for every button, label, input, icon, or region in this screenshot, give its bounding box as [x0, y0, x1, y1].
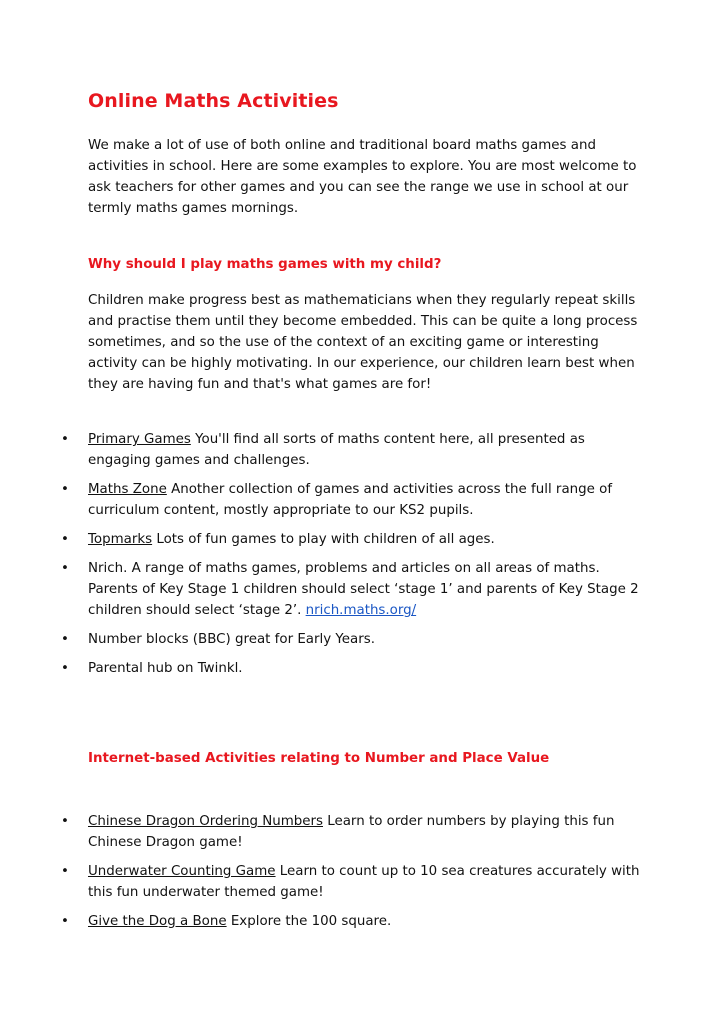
page-title: Online Maths Activities [88, 90, 339, 112]
list-item-text: Parental hub on Twinkl. [88, 661, 243, 676]
list-item-text: You'll find all sorts of maths content here, all presented as engaging games and challenges. [88, 432, 585, 468]
list-item [60, 529, 650, 550]
intro-paragraph: We make a lot of use of both online and traditional board maths games and activities in school. Here are some examples to explore. You are most welcome to ask teachers for other games and you can see the range we use in school at our termly maths games mornings. [88, 138, 637, 216]
bullet-icon: • [61, 561, 69, 576]
list-item-text: Explore the 100 square. [226, 914, 392, 929]
list-item-text: Learn to count up to 10 sea creatures accurately with this fun underwater themed game! [88, 864, 640, 900]
give-the-dog-a-bone-link[interactable]: Give the Dog a Bone [88, 914, 227, 929]
list-item [60, 911, 650, 932]
list-item [60, 861, 650, 903]
bullet-icon: • [61, 632, 69, 647]
list-item-text: Lots of fun games to play with children of all ages. [152, 532, 495, 547]
internet-activities-heading: Internet-based Activities relating to Number and Place Value [88, 751, 550, 766]
list-item [60, 658, 650, 679]
bullet-icon: • [61, 864, 69, 879]
list-item [60, 811, 650, 853]
underwater-counting-link[interactable]: Underwater Counting Game [88, 864, 276, 879]
list-item [60, 479, 650, 521]
bullet-icon: • [61, 814, 69, 829]
list-item-text: Learn to order numbers by playing this fun Chinese Dragon game! [88, 814, 615, 850]
bullet-icon: • [61, 661, 69, 676]
bullet-icon: • [61, 432, 69, 447]
list-item-text: Another collection of games and activities across the full range of curriculum content, mostly appropriate to our KS2 pupils. [88, 482, 613, 518]
bullet-icon: • [61, 914, 69, 929]
number-activities-list [60, 811, 650, 940]
list-item-text: Nrich. A range of maths games, problems and articles on all areas of maths. Parents of Key Stage 1 children should select ‘stage 1’ and parents of Key Stage 2 children should select ‘stage 2’. [88, 561, 639, 618]
why-paragraph: Children make progress best as mathematicians when they regularly repeat skills and practise them until they become embedded. This can be quite a long process sometimes, and so the use of the context of an exciting game or interesting activity can be highly motivating. In our experience, our children learn best when they are having fun and that's what games are for! [88, 293, 638, 392]
list-item [60, 429, 650, 471]
list-item-text: Number blocks (BBC) great for Early Years. [88, 632, 375, 647]
list-item [60, 558, 650, 621]
topmarks-link[interactable]: Topmarks [88, 532, 153, 547]
why-heading: Why should I play maths games with my child? [88, 257, 442, 272]
maths-zone-link[interactable]: Maths Zone [88, 482, 167, 497]
resources-list [60, 429, 650, 687]
chinese-dragon-link[interactable]: Chinese Dragon Ordering Numbers [88, 814, 323, 829]
list-item [60, 629, 650, 650]
nrich-url-link[interactable]: nrich.maths.org/ [305, 603, 417, 618]
bullet-icon: • [61, 482, 69, 497]
primary-games-link[interactable]: Primary Games [88, 432, 191, 447]
bullet-icon: • [61, 532, 69, 547]
